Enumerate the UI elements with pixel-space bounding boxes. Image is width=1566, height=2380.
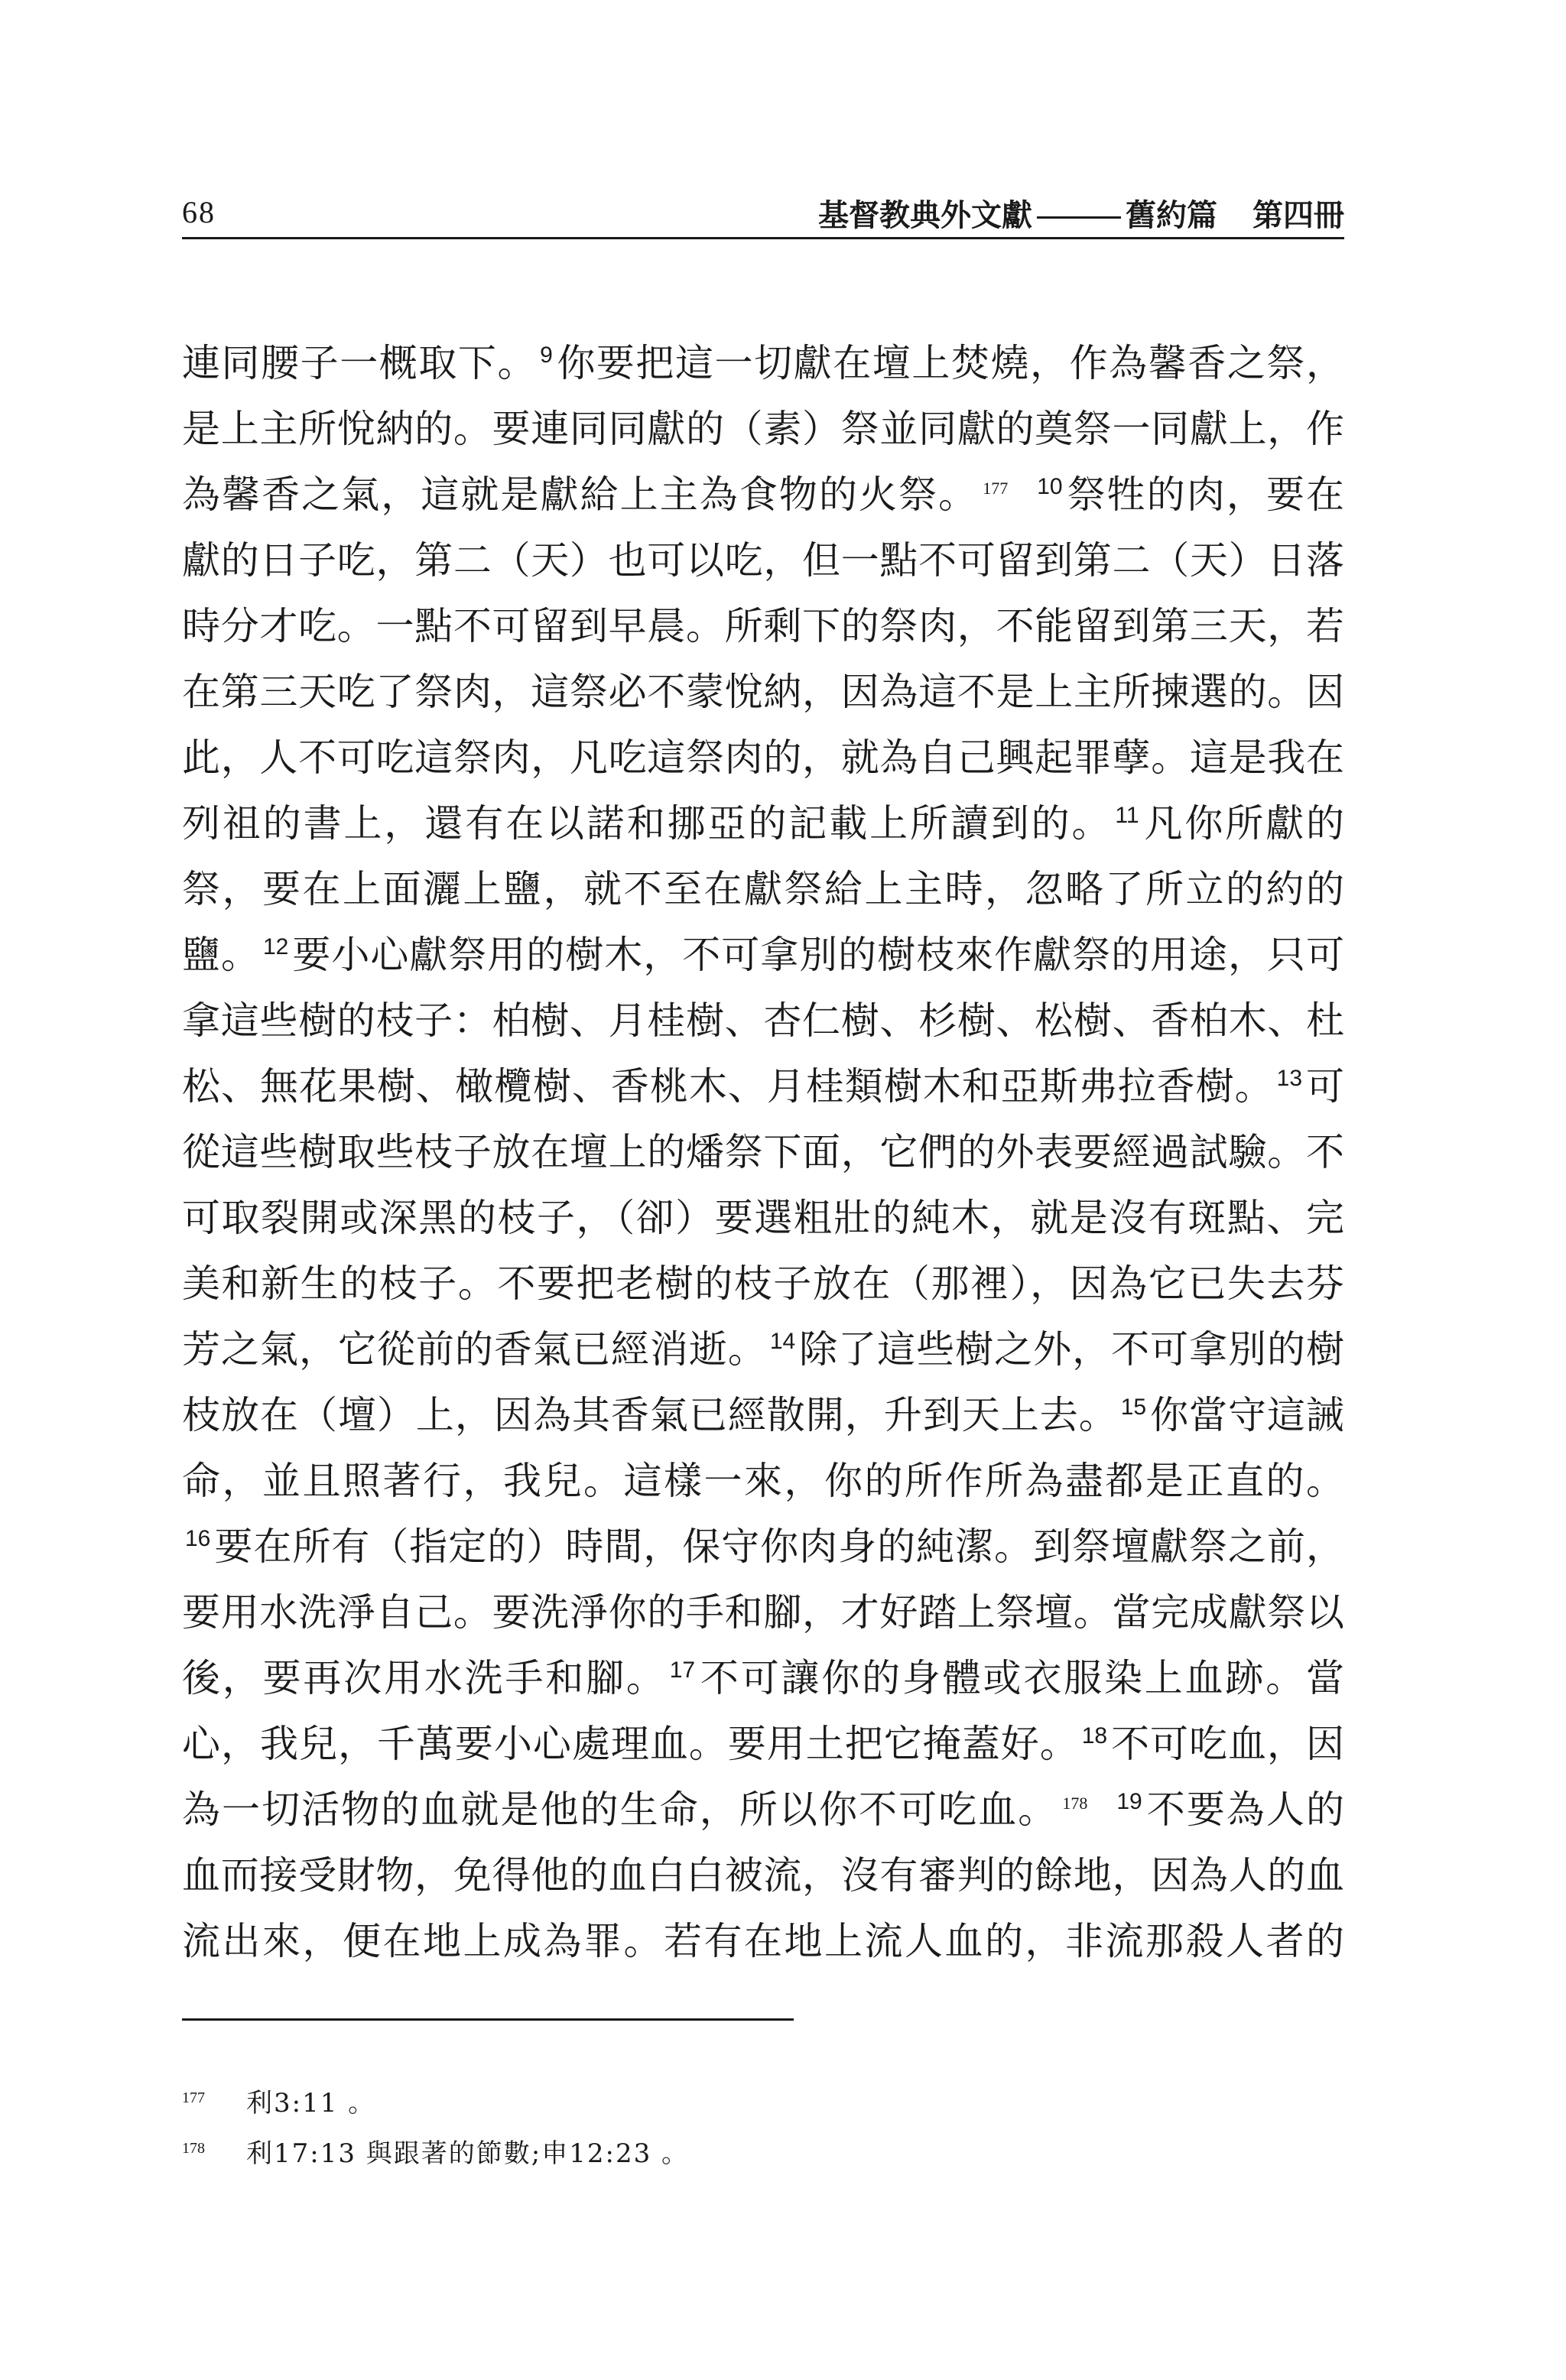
section-title: 舊約篇 xyxy=(1126,198,1217,233)
text-segment: 除了這些樹之外，不可拿別的樹 xyxy=(798,1327,1345,1372)
text-segment: 後，要再次用水洗手和腳。 xyxy=(182,1656,667,1700)
text-line xyxy=(182,1317,1344,1382)
text-line xyxy=(182,593,1344,659)
text-line xyxy=(182,330,1344,396)
text-line xyxy=(182,1580,1344,1645)
text-line xyxy=(182,659,1344,725)
header-rule xyxy=(182,237,1344,239)
text-line xyxy=(182,725,1344,791)
text-segment: 為一切活物的血就是他的生命，所以你不可吃血。 xyxy=(182,1787,1058,1832)
text-segment: 時分才吃。一點不可留到早晨。所剩下的祭肉，不能留到第三天，若 xyxy=(182,604,1344,648)
text-segment: 美和新生的枝子。不要把老樹的枝子放在（那裡），因為它已失去芬 xyxy=(182,1261,1344,1306)
verse-number: 19 xyxy=(1116,1789,1142,1814)
text-segment: 松、無花果樹、橄欖樹、香桃木、月桂類樹木和亞斯弗拉香樹。 xyxy=(182,1064,1274,1109)
text-segment: 要用水洗淨自己。要洗淨你的手和腳，才好踏上祭壇。當完成獻祭以 xyxy=(182,1590,1344,1635)
text-line xyxy=(182,1448,1344,1514)
verse-number: 9 xyxy=(540,343,553,368)
header-title xyxy=(818,191,1344,235)
text-line xyxy=(182,1251,1344,1317)
text-segment: 為馨香之氣，這就是獻給上主為食物的火祭。 xyxy=(182,472,979,517)
text-segment: 凡你所獻的 xyxy=(1142,801,1344,846)
verse-number: 11 xyxy=(1115,803,1139,828)
text-line xyxy=(182,1054,1344,1119)
verse-number: 13 xyxy=(1276,1066,1303,1091)
text-segment: 流出來，便在地上成為罪。若有在地上流人血的，非流那殺人者的 xyxy=(182,1919,1344,1963)
text-segment: 枝放在（壇）上，因為其香氣已經散開，升到天上去。 xyxy=(182,1393,1118,1437)
text-segment: 你當守這誡 xyxy=(1149,1393,1345,1437)
footnote-text: 利3:11 。 xyxy=(246,2088,376,2119)
text-segment: 心，我兒，千萬要小心處理血。要用土把它掩蓋好。 xyxy=(182,1722,1079,1766)
text-line xyxy=(182,988,1344,1054)
footnote: 177 利3:11 。 xyxy=(182,2078,1344,2128)
volume-label: 第四冊 xyxy=(1252,198,1344,233)
text-segment: 獻的日子吃，第二（天）也可以吃，但一點不可留到第二（天）日落 xyxy=(182,538,1344,583)
text-segment: 你要把這一切獻在壇上焚燒，作為馨香之祭， xyxy=(555,341,1344,385)
text-line xyxy=(182,1908,1344,1974)
verse-number: 10 xyxy=(1037,474,1063,499)
footnote-ref: 178 xyxy=(1062,1794,1088,1813)
text-segment: 不可讓你的身體或衣服染上血跡。當 xyxy=(698,1656,1345,1700)
text-line xyxy=(182,1382,1344,1448)
footnote-rule xyxy=(182,2018,794,2021)
title-dash xyxy=(1037,216,1121,219)
verse-number: 14 xyxy=(769,1329,796,1354)
text-segment: 要在所有（指定的）時間，保守你肉身的純潔。到祭壇獻祭之前， xyxy=(213,1524,1344,1569)
text-line xyxy=(182,528,1344,593)
text-line xyxy=(182,1843,1344,1908)
text-segment: 血而接受財物，免得他的血白白被流，沒有審判的餘地，因為人的血 xyxy=(182,1853,1344,1898)
text-segment: 祭，要在上面灑上鹽，就不至在獻祭給上主時，忽略了所立的約的 xyxy=(182,867,1344,911)
text-line xyxy=(182,791,1344,856)
page-number: 68 xyxy=(182,195,216,229)
text-line xyxy=(182,1645,1344,1711)
verse-number: 15 xyxy=(1120,1395,1147,1420)
text-line xyxy=(182,1514,1344,1580)
text-segment: 連同腰子一概取下。 xyxy=(182,341,538,385)
book-title: 基督教典外文獻 xyxy=(818,198,1032,233)
text-segment: 命，並且照著行，我兒。這樣一來，你的所作所為盡都是正直的。 xyxy=(182,1459,1344,1503)
footnotes xyxy=(182,2078,1344,2179)
text-line xyxy=(182,1185,1344,1251)
running-header xyxy=(182,191,1344,237)
text-segment: 可取裂開或深黑的枝子，（卻）要選粗壯的純木，就是沒有斑點、完 xyxy=(182,1196,1344,1240)
verse-number: 12 xyxy=(262,934,289,959)
footnote: 178 利17:13 與跟著的節數;申12:23 。 xyxy=(182,2128,1344,2179)
text-segment: 從這些樹取些枝子放在壇上的燔祭下面，它們的外表要經過試驗。不 xyxy=(182,1130,1344,1174)
text-segment: 鹽。 xyxy=(182,933,260,977)
text-line xyxy=(182,462,1344,528)
text-segment: 祭牲的肉，要在 xyxy=(1065,472,1344,517)
footnote-text: 利17:13 與跟著的節數;申12:23 。 xyxy=(246,2138,690,2169)
verse-number: 17 xyxy=(669,1658,696,1683)
verse-number: 16 xyxy=(185,1526,211,1551)
text-segment: 不要為人的 xyxy=(1145,1787,1345,1832)
text-segment: 可 xyxy=(1305,1064,1345,1109)
verse-number: 18 xyxy=(1081,1723,1108,1748)
text-line xyxy=(182,1777,1344,1843)
text-segment: 不可吃血，因 xyxy=(1110,1722,1345,1766)
text-segment: 在第三天吃了祭肉，這祭必不蒙悅納，因為這不是上主所揀選的。因 xyxy=(182,670,1344,714)
text-segment: 要小心獻祭用的樹木，不可拿別的樹枝來作獻祭的用途，只可 xyxy=(291,933,1345,977)
text-line xyxy=(182,922,1344,988)
footnote-ref: 177 xyxy=(983,479,1009,498)
text-segment: 此，人不可吃這祭肉，凡吃這祭肉的，就為自己興起罪孽。這是我在 xyxy=(182,735,1344,780)
text-segment: 芳之氣，它從前的香氣已經消逝。 xyxy=(182,1327,767,1372)
text-line xyxy=(182,1119,1344,1185)
text-segment: 拿這些樹的枝子：柏樹、月桂樹、杏仁樹、杉樹、松樹、香柏木、杜 xyxy=(182,998,1344,1043)
text-segment: 列祖的書上，還有在以諾和挪亞的記載上所讀到的。 xyxy=(182,801,1113,846)
text-line xyxy=(182,396,1344,462)
text-line xyxy=(182,1711,1344,1777)
body-text xyxy=(182,330,1344,1974)
text-segment: 是上主所悅納的。要連同同獻的（素）祭並同獻的奠祭一同獻上，作 xyxy=(182,407,1344,451)
text-line xyxy=(182,856,1344,922)
